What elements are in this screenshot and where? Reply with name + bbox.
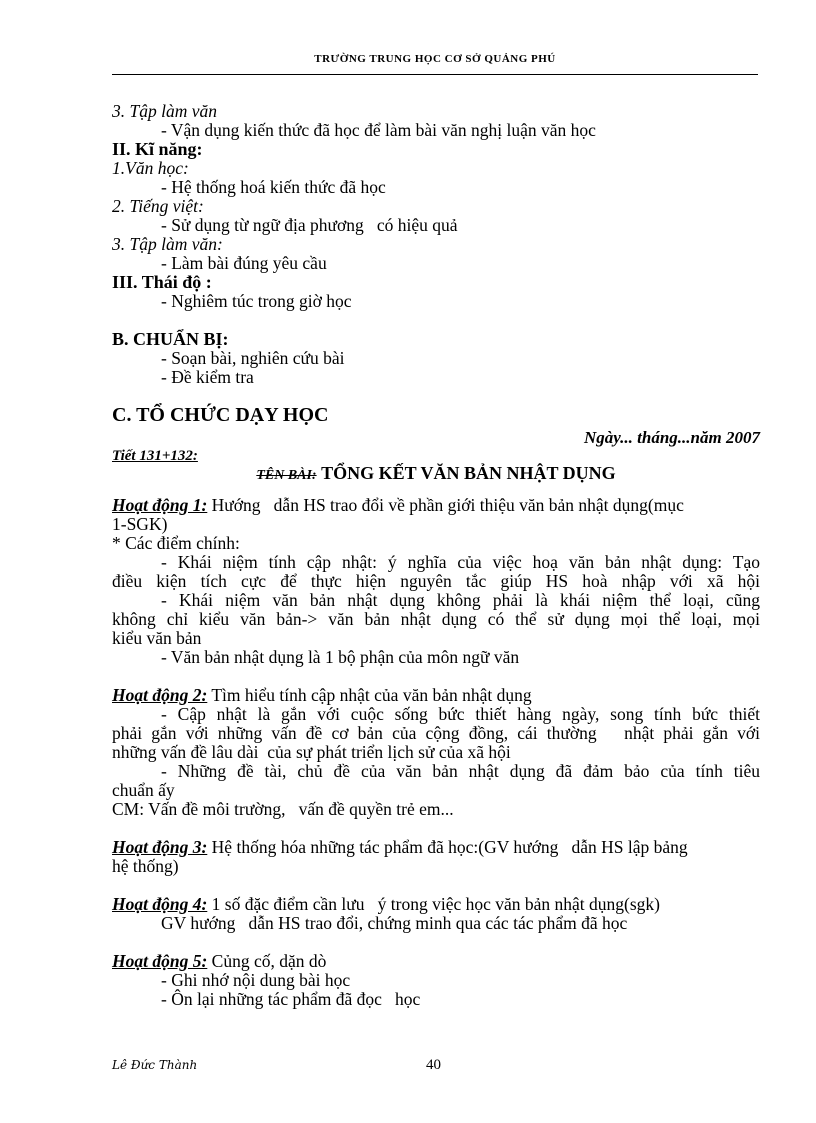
activity-3	[112, 838, 760, 857]
activity-5-text: Củng cố, dặn dò	[211, 951, 327, 971]
activity-1-text: Hướng dẫn HS trao đổi về phần giới thiệu văn bản nhật dụng(mục	[211, 495, 684, 515]
van-hoc-item: - Hệ thống hoá kiến thức đã học	[161, 177, 386, 197]
activity-3-text-cont: hệ thống)	[112, 856, 179, 876]
lesson-title-label: TÊN BÀI:	[256, 468, 317, 483]
chuan-bi-heading: B. CHUẨN BỊ:	[112, 329, 229, 349]
activity-5-label: Hoạt động 5:	[112, 951, 208, 971]
page-footer	[112, 1056, 758, 1076]
activity-2-point-cont: chuẩn ấy	[112, 780, 175, 800]
activity-2-point: - Cập nhật là gắn với cuộc sống bức thiết hàng ngày, song tính bức thiết	[161, 704, 760, 724]
activity-2-label: Hoạt động 2:	[112, 685, 208, 705]
activity-3-text: Hệ thống hóa những tác phẩm đã học:(GV hướng dẫn HS lập bảng	[211, 837, 688, 857]
activity-4	[112, 895, 760, 914]
activity-2-point: - Những đề tài, chủ đề của văn bản nhật dụng đã đảm bảo của tính tiêu	[161, 761, 760, 781]
activity-5-item: - Ôn lại những tác phẩm đã đọc học	[161, 989, 421, 1009]
activity-4-text: 1 số đặc điểm cần lưu ý trong việc học văn bản nhật dụng(sgk)	[211, 894, 660, 914]
tap-lam-van-2-item: - Làm bài đúng yêu cầu	[161, 253, 327, 273]
activity-1-point-cont: kiểu văn bản	[112, 628, 202, 648]
activity-4-text-cont: GV hướng dẫn HS trao đổi, chứng minh qua các tác phẩm đã học	[161, 913, 628, 933]
activity-2-text: Tìm hiểu tính cập nhật của văn bản nhật dụng	[211, 685, 532, 705]
thai-do-item: - Nghiêm túc trong giờ học	[161, 291, 352, 311]
activity-1-point: - Văn bản nhật dụng là 1 bộ phận của môn ngữ văn	[161, 647, 520, 667]
tieng-viet-item: - Sử dụng từ ngữ địa phương có hiệu quả	[161, 215, 458, 235]
activity-1-points-title: * Các điểm chính:	[112, 533, 240, 553]
ki-nang-heading: II. Kĩ năng:	[112, 139, 203, 159]
activity-1-label: Hoạt động 1:	[112, 495, 208, 515]
activity-4-label: Hoạt động 4:	[112, 894, 208, 914]
activity-1-text-cont: 1-SGK)	[112, 514, 168, 534]
activity-1	[112, 496, 760, 515]
page-header	[112, 52, 758, 75]
activity-2-example: CM: Vấn đề môi trường, vấn đề quyền trẻ em...	[112, 799, 454, 819]
activity-1-point-cont: không chỉ kiểu văn bản-> văn bản nhật dụng có thể sử dụng mọi thể loại, mọi	[112, 609, 760, 629]
tap-lam-van-item: - Vận dụng kiến thức đã học để làm bài văn nghị luận văn học	[161, 120, 596, 140]
activity-1-point: - Khái niệm tính cập nhật: ý nghĩa của việc hoạ văn bản nhật dụng: Tạo	[161, 552, 760, 572]
activity-3-label: Hoạt động 3:	[112, 837, 208, 857]
thai-do-heading: III. Thái độ :	[112, 272, 212, 292]
activity-5	[112, 952, 760, 971]
lesson-title-text: TỔNG KẾT VĂN BẢN NHẬT DỤNG	[321, 463, 616, 483]
school-name: TRƯỜNG TRUNG HỌC CƠ SỞ QUẢNG PHÚ	[314, 53, 556, 65]
tap-lam-van-label: 3. Tập làm văn	[112, 101, 217, 121]
tap-lam-van-2-label: 3. Tập làm văn:	[112, 234, 223, 254]
tieng-viet-label: 2. Tiếng việt:	[112, 196, 204, 216]
activity-1-point: - Khái niệm văn bản nhật dụng không phải là khái niệm thể loại, cũng	[161, 590, 760, 610]
footer-author: Lê Đức Thành	[112, 1058, 198, 1072]
activity-2-point-cont: phải gắn với những vấn đề cơ bản của cộng đồng, cái thường nhật phải gắn với	[112, 723, 760, 743]
page-number: 40	[426, 1057, 441, 1073]
activity-5-item: - Ghi nhớ nội dung bài học	[161, 970, 351, 990]
activity-1-point-cont: điều kiện tích cực để thực hiện nguyên tắc giúp HS hoà nhập với xã hội	[112, 571, 760, 591]
van-hoc-label: 1.Văn học:	[112, 158, 189, 178]
lesson-date: Ngày... tháng...năm 2007	[583, 428, 760, 447]
chuan-bi-item: - Soạn bài, nghiên cứu bài	[161, 348, 345, 368]
chuan-bi-item: - Đề kiểm tra	[161, 367, 254, 387]
lesson-title	[112, 464, 760, 485]
lesson-period: Tiết 131+132:	[112, 448, 198, 464]
activity-2-point-cont: những vấn đề lâu dài của sự phát triển lịch sử của xã hội	[112, 742, 511, 762]
to-chuc-heading: C. TỔ CHỨC DẠY HỌC	[112, 404, 329, 426]
activity-2	[112, 686, 760, 705]
document-body	[112, 102, 760, 1009]
